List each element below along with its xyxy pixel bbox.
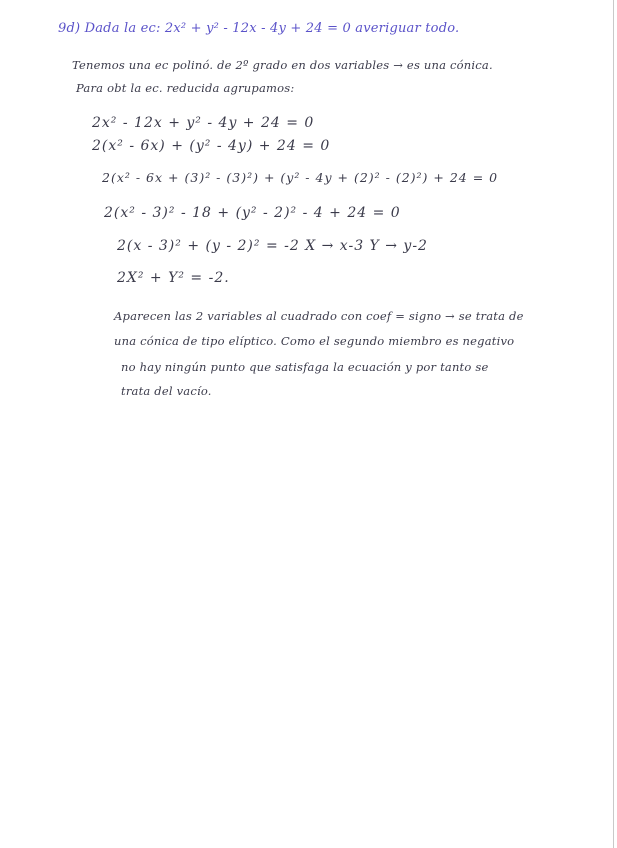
intro-line: Para obt la ec. reducida agrupamos: [76,81,295,95]
intro-line: Tenemos una ec polinó. de 2º grado en dos variables → es una cónica. [72,58,493,72]
equation-line: 2x² - 12x + y² - 4y + 24 = 0 [92,115,315,131]
conclusion-line: no hay ningún punto que satisfaga la ecuación y por tanto se [121,360,489,374]
equation-line: 2X² + Y² = -2. [117,270,230,286]
equation-line: 2(x² - 6x) + (y² - 4y) + 24 = 0 [92,138,331,154]
exercise-heading: 9d) Dada la ec: 2x² + y² - 12x - 4y + 24 = 0 averiguar todo. [58,21,460,36]
equation-line: 2(x² - 6x + (3)² - (3)²) + (y² - 4y + (2)² - (2)²) + 24 = 0 [102,170,499,185]
conclusion-line: una cónica de tipo elíptico. Como el segundo miembro es negativo [114,334,515,348]
equation-line: 2(x² - 3)² - 18 + (y² - 2)² - 4 + 24 = 0 [104,205,401,221]
page-edge [613,0,614,848]
equation-line: 2(x - 3)² + (y - 2)² = -2 X → x-3 Y → y-2 [117,238,428,254]
conclusion-line: Aparecen las 2 variables al cuadrado con coef = signo → se trata de [114,309,524,323]
conclusion-line: trata del vacío. [121,384,212,398]
